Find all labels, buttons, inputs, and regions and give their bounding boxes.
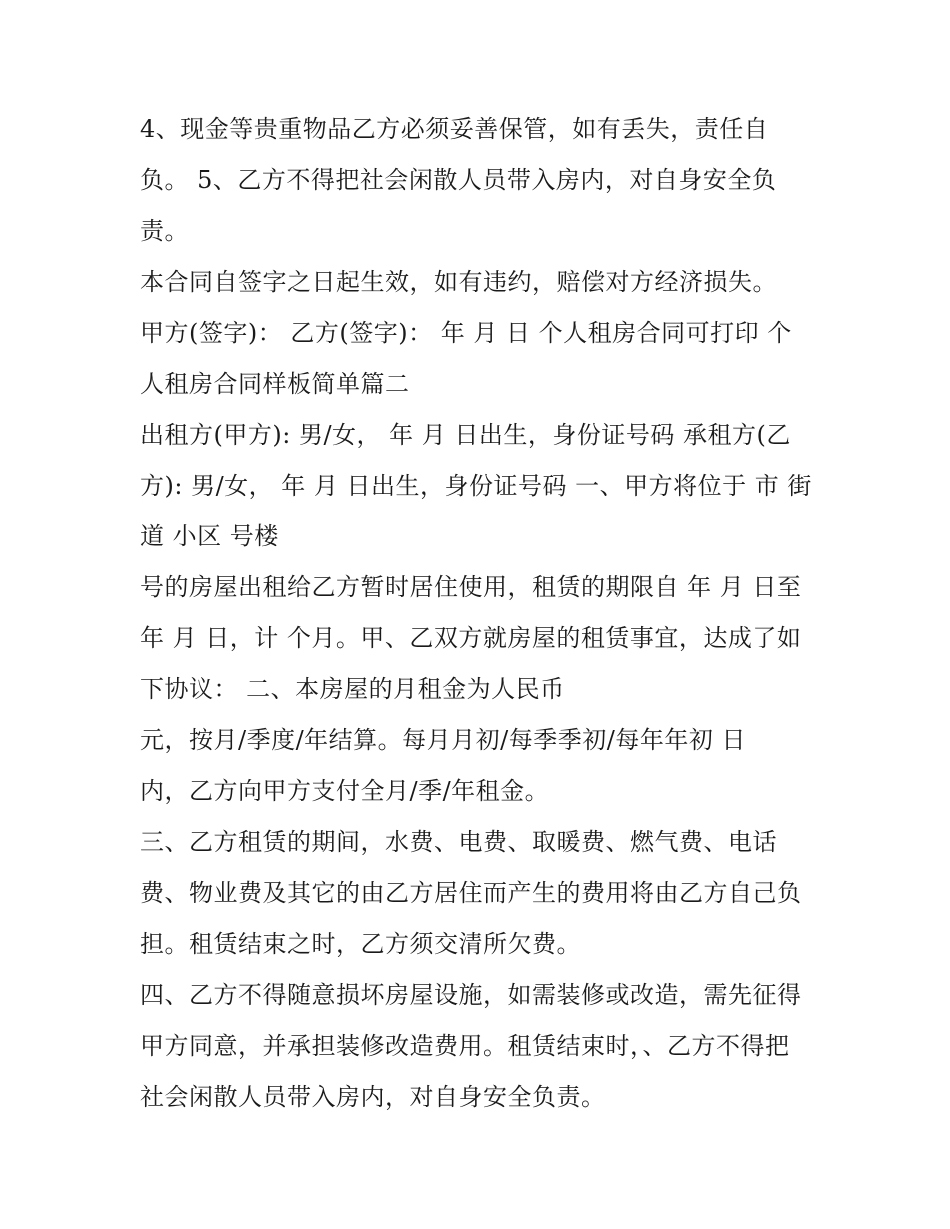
text-line: 出租方(甲方): 男/女， 年 月 日出生，身份证号码 承租方(乙: [140, 421, 791, 449]
text-line: 号的房屋出租给乙方暂时居住使用，租赁的期限自 年 月 日至: [140, 573, 802, 601]
text-line: 年 月 日，计 个月。甲、乙双方就房屋的租赁事宜，达成了如: [140, 624, 802, 652]
text-line: 社会闲散人员带入房内，对自身安全负责。: [140, 1083, 606, 1111]
text-line: 费、物业费及其它的由乙方居住而产生的费用将由乙方自己负: [140, 879, 802, 907]
text-line: 担。租赁结束之时，乙方须交清所欠费。: [140, 930, 581, 958]
text-line: 元，按月/季度/年结算。每月月初/每季季初/每年年初 日: [140, 726, 746, 754]
text-line: 道 小区 号楼: [140, 522, 279, 550]
text-line: 本合同自签字之日起生效，如有违约，赔偿对方经济损失。: [140, 268, 777, 296]
text-line: 甲方(签字)： 乙方(签字)： 年 月 日 个人租房合同可打印 个: [140, 319, 792, 347]
text-line: 内，乙方向甲方支付全月/季/年租金。: [140, 777, 550, 805]
text-line: 甲方同意，并承担装修改造费用。租赁结束时，、乙方不得把: [140, 1032, 790, 1060]
text-line: 4、现金等贵重物品乙方必须妥善保管，如有丢失，责任自: [140, 115, 769, 143]
text-line: 方): 男/女， 年 月 日出生，身份证号码 一、甲方将位于 市 街: [140, 472, 812, 500]
text-line: 四、乙方不得随意损坏房屋设施，如需装修或改造，需先征得: [140, 981, 802, 1009]
text-line: 下协议： 二、本房屋的月租金为人民币: [140, 675, 565, 703]
text-line: 责。: [140, 217, 189, 245]
text-line: 三、乙方租赁的期间，水费、电费、取暖费、燃气费、电话: [140, 828, 777, 856]
text-line: 负。 5、乙方不得把社会闲散人员带入房内，对自身安全负: [140, 166, 777, 194]
text-line: 人租房合同样板简单篇二: [140, 370, 410, 398]
